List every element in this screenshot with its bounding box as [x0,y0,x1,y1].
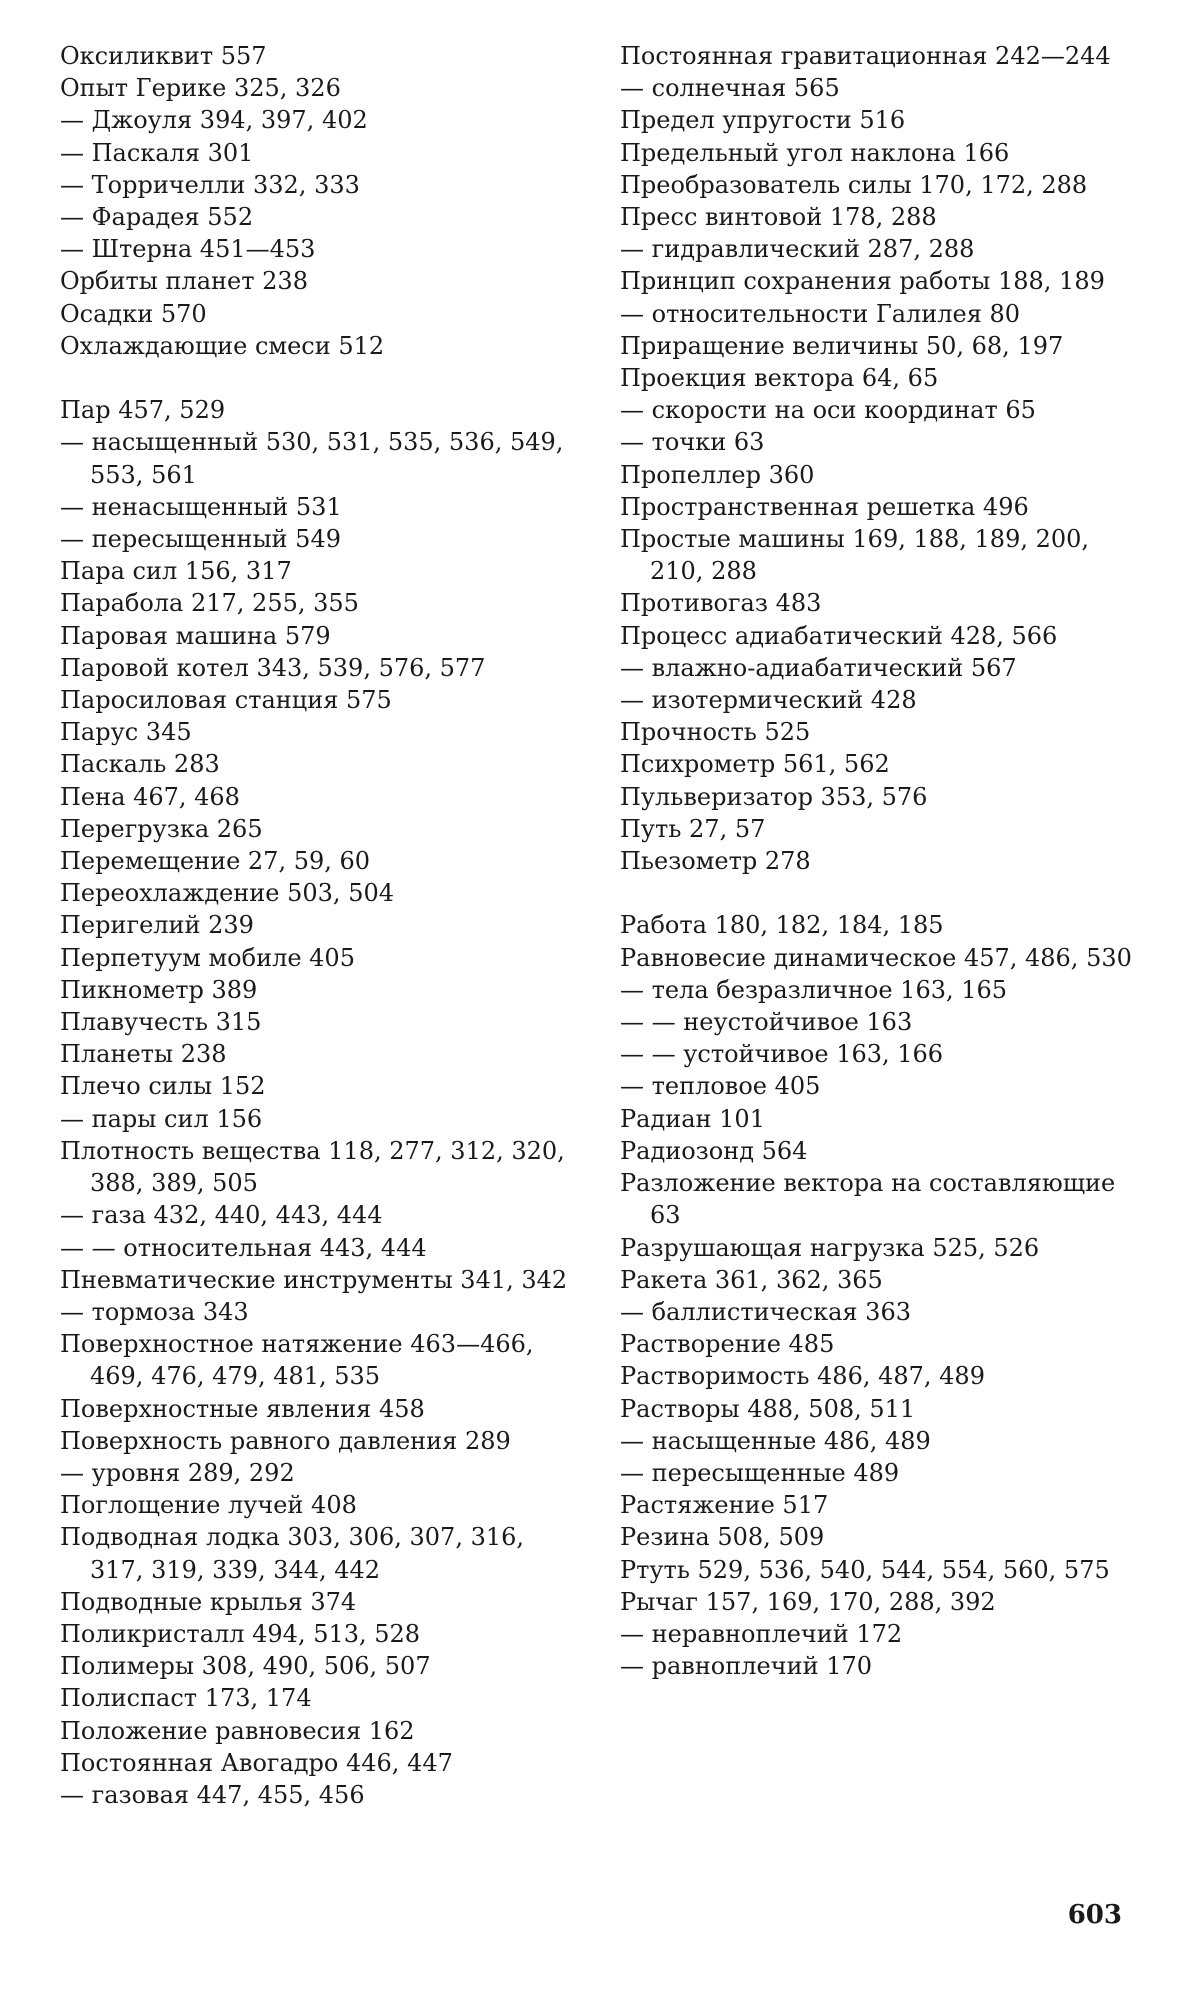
section-gap [60,362,580,394]
index-entry: Растворы 488, 508, 511 [620,1394,916,1423]
index-entry: Резина 508, 509 [620,1523,825,1552]
index-entry: Оксиликвит 557 [60,42,267,70]
index-entry: Паровая машина 579 [60,621,331,650]
index-entry: Прочность 525 [620,718,811,747]
index-entry: Пар 457, 529 [60,396,226,425]
index-entry: — Торричелли 332, 333 [60,170,360,199]
index-entry: — насыщенный 530, 531, 535, 536, 549, 553, 561 [60,428,564,489]
index-entry: Опыт Герике 325, 326 [60,74,341,103]
index-entry: Растворение 485 [620,1330,835,1359]
index-entry: — ненасыщенный 531 [60,492,342,521]
index-entry: Перегрузка 265 [60,814,263,843]
index-entry: — гидравлический 287, 288 [620,235,975,264]
index-entry: Равновесие динамическое 457, 486, 530 [620,943,1132,972]
index-entry: — пересыщенные 489 [620,1458,900,1487]
index-entry: Противогаз 483 [620,589,822,618]
index-entry: Парус 345 [60,718,192,747]
index-entry: — баллистическая 363 [620,1297,911,1326]
index-entry: Осадки 570 [60,299,207,328]
index-entry: Проекция вектора 64, 65 [620,364,939,393]
index-entry: Переохлаждение 503, 504 [60,879,394,908]
index-entry: Плавучесть 315 [60,1008,262,1037]
index-entry: Пресс винтовой 178, 288 [620,203,937,232]
section-gap [620,877,1140,909]
index-entry: Рычаг 157, 169, 170, 288, 392 [620,1587,996,1616]
index-entry: Парабола 217, 255, 355 [60,589,359,618]
index-entry: Полиспаст 173, 174 [60,1684,312,1713]
index-entry: Паскаль 283 [60,750,220,779]
index-entry: Постоянная Авогадро 446, 447 [60,1748,453,1777]
index-entry: Предел упругости 516 [620,106,906,135]
index-column-left [60,40,580,1811]
index-entry: Положение равновесия 162 [60,1716,415,1745]
index-entry: Поликристалл 494, 513, 528 [60,1619,421,1648]
index-entry: Приращение величины 50, 68, 197 [620,331,1064,360]
index-entry: — неравноплечий 172 [620,1619,903,1648]
index-entry: — насыщенные 486, 489 [620,1426,931,1455]
index-entry: Принцип сохранения работы 188, 189 [620,267,1105,296]
index-entry: — газа 432, 440, 443, 444 [60,1201,383,1230]
index-entry: Пространственная решетка 496 [620,492,1029,521]
index-entry: Предельный угол наклона 166 [620,138,1010,167]
index-entry: — Фарадея 552 [60,203,254,232]
index-entry: — — устойчивое 163, 166 [620,1040,944,1069]
index-entry: Пульверизатор 353, 576 [620,782,928,811]
index-entry: Пара сил 156, 317 [60,557,292,586]
index-entry: Разрушающая нагрузка 525, 526 [620,1233,1040,1262]
index-entry: Перемещение 27, 59, 60 [60,847,371,876]
index-entry: Радиозонд 564 [620,1136,808,1165]
index-entry: Психрометр 561, 562 [620,750,890,779]
index-entry: — Джоуля 394, 397, 402 [60,106,368,135]
index-entry: — скорости на оси координат 65 [620,396,1036,425]
index-entry: Перпетуум мобиле 405 [60,943,355,972]
index-entry: — — относительная 443, 444 [60,1233,427,1262]
index-entry: Плотность вещества 118, 277, 312, 320, 388, 389, 505 [60,1136,565,1198]
index-entry: Поверхностное натяжение 463—466, 469, 476, 479, 481, 535 [60,1330,534,1391]
index-entry: Полимеры 308, 490, 506, 507 [60,1652,431,1681]
index-entry: Разложение вектора на составляющие 63 [620,1169,1116,1230]
index-entry: Поверхностные явления 458 [60,1394,425,1423]
index-entry: Пропеллер 360 [620,460,815,489]
index-entry: Орбиты планет 238 [60,267,308,296]
index-entry: Растворимость 486, 487, 489 [620,1362,985,1391]
index-entry: Растяжение 517 [620,1491,829,1520]
index-entry: Поглощение лучей 408 [60,1491,357,1520]
index-entry: Пена 467, 468 [60,782,240,811]
index-entry: — уровня 289, 292 [60,1458,295,1487]
index-entry: Паросиловая станция 575 [60,686,392,715]
index-entry: Пневматические инструменты 341, 342 [60,1265,568,1294]
index-entry: Поверхность равного давления 289 [60,1426,511,1455]
index-entry: Перигелий 239 [60,911,254,940]
index-entry: — газовая 447, 455, 456 [60,1780,365,1809]
index-entry: — — неустойчивое 163 [620,1008,913,1037]
index-entry: Ракета 361, 362, 365 [620,1265,883,1294]
index-entry: Простые машины 169, 188, 189, 200, 210, 288 [620,525,1090,586]
index-entry: — пересыщенный 549 [60,525,341,554]
index-entry: Преобразователь силы 170, 172, 288 [620,170,1088,199]
index-entry: — тела безразличное 163, 165 [620,975,1008,1004]
index-entry: — пары сил 156 [60,1104,263,1133]
index-entry: Пьезометр 278 [620,847,811,876]
index-entry: — тормоза 343 [60,1297,249,1326]
index-entry: Планеты 238 [60,1040,227,1069]
index-entry: — тепловое 405 [620,1072,821,1101]
index-entry: Постоянная гравитационная 242—244 [620,42,1111,70]
index-entry: Работа 180, 182, 184, 185 [620,911,944,940]
index-entry: Ртуть 529, 536, 540, 544, 554, 560, 575 [620,1555,1110,1584]
index-entry: Радиан 101 [620,1104,765,1133]
index-entry: Процесс адиабатический 428, 566 [620,621,1058,650]
index-entry: Подводная лодка 303, 306, 307, 316, 317, 319, 339, 344, 442 [60,1523,525,1584]
index-entry: — изотермический 428 [620,686,917,715]
index-entry: — Штерна 451—453 [60,235,316,264]
index-entry: — относительности Галилея 80 [620,299,1021,328]
index-entry: — Паскаля 301 [60,138,254,167]
index-entry: Охлаждающие смеси 512 [60,331,385,360]
index-entry: Пикнометр 389 [60,975,258,1004]
index-column-right [620,40,1140,1682]
index-entry: Путь 27, 57 [620,814,766,843]
index-entry: — солнечная 565 [620,74,840,103]
index-entry: Паровой котел 343, 539, 576, 577 [60,653,486,682]
page-number: 603 [1067,1900,1122,1930]
index-entry: — точки 63 [620,428,765,457]
index-entry: — влажно-адиабатический 567 [620,653,1017,682]
index-entry: Плечо силы 152 [60,1072,266,1101]
index-entry: Подводные крылья 374 [60,1587,357,1616]
index-entry: — равноплечий 170 [620,1652,872,1681]
